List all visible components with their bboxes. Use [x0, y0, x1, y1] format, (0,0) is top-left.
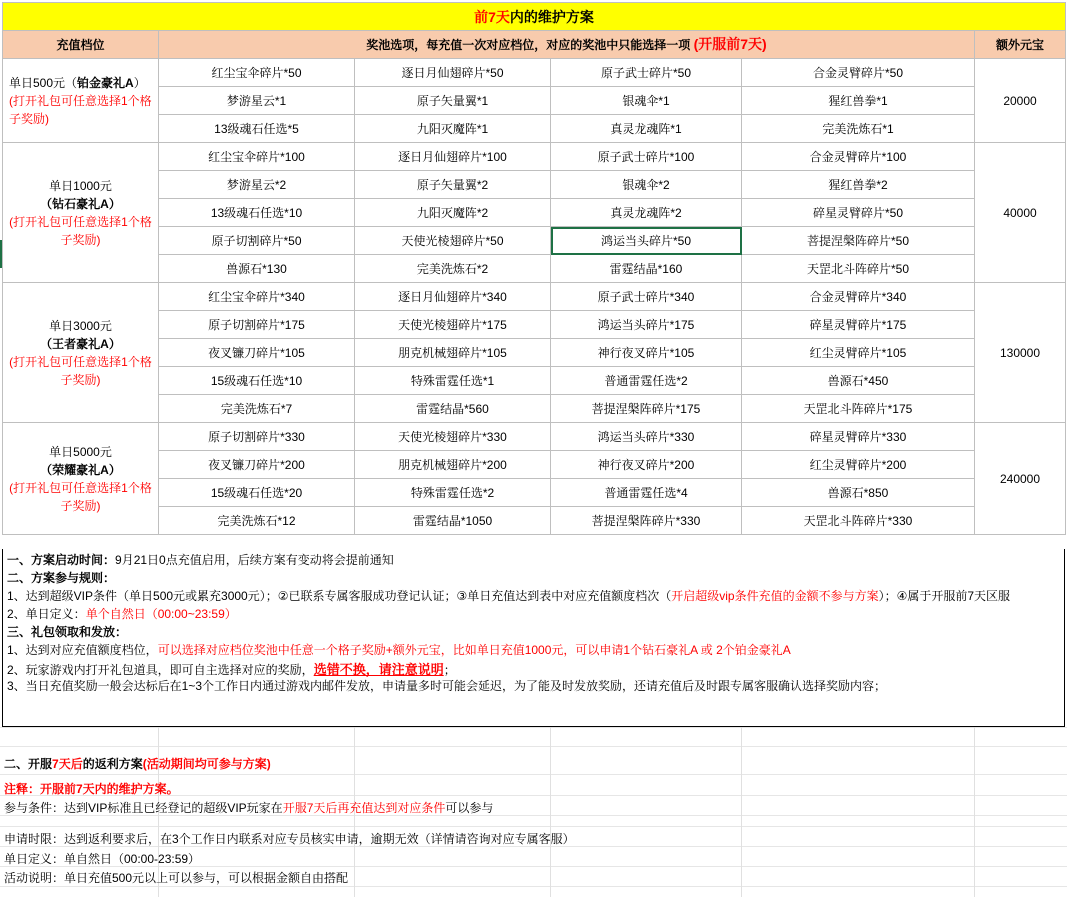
tier-gift-name: （钻石豪礼A）: [40, 196, 121, 211]
prize-cell[interactable]: 合金灵臂碎片*100: [742, 143, 975, 171]
remark-line[interactable]: 注释：开服前7天内的维护方案。: [4, 782, 179, 796]
prize-cell[interactable]: 梦游星云*1: [159, 87, 355, 115]
grid-line: [0, 774, 1067, 775]
tier-note: (打开礼包可任意选择1个格子奖励): [9, 93, 152, 126]
tier-amount: 单日3000元: [49, 318, 112, 333]
prize-cell[interactable]: 雷霆结晶*1050: [355, 507, 551, 535]
table-row: [3, 451, 1066, 479]
prize-cell[interactable]: 完美洗炼石*12: [159, 507, 355, 535]
prize-cell[interactable]: 天罡北斗阵碎片*50: [742, 255, 975, 283]
grid-line: [0, 746, 1067, 747]
participation-condition[interactable]: [4, 799, 493, 816]
note-start-time[interactable]: [7, 551, 394, 568]
note-claim-1-a: 1、达到对应充值额度档位，: [7, 643, 158, 657]
tier-amount: 单日1000元: [49, 178, 112, 193]
prize-cell[interactable]: 13级魂石任选*10: [159, 199, 355, 227]
rules-notes-block: [2, 549, 1065, 727]
prize-cell[interactable]: 原子矢量翼*2: [355, 171, 551, 199]
note-claim-2[interactable]: [7, 659, 456, 678]
prize-cell[interactable]: 碎星灵臂碎片*50: [742, 199, 975, 227]
activity-description[interactable]: 活动说明：单日充值500元以上可以参与，可以根据金额自由搭配: [4, 871, 349, 885]
grid-line: [0, 727, 1067, 728]
prize-cell[interactable]: 真灵龙魂阵*2: [551, 199, 742, 227]
extra-ingot-cell[interactable]: 240000: [975, 423, 1066, 535]
note-claim-2-red: 选错不换，请注意说明: [313, 662, 444, 677]
prize-cell[interactable]: 梦游星云*2: [159, 171, 355, 199]
prize-cell[interactable]: 天罡北斗阵碎片*330: [742, 507, 975, 535]
tier-note: (打开礼包可任意选择1个格子奖励): [9, 480, 152, 513]
prize-cell[interactable]: 朋克机械翅碎片*105: [355, 339, 551, 367]
tier-name-bold: 铂金豪礼A: [77, 75, 134, 90]
prize-cell[interactable]: 猩红兽拳*1: [742, 87, 975, 115]
prize-cell[interactable]: 13级魂石任选*5: [159, 115, 355, 143]
note-rule-1-red: 开启超级vip条件充值的金额不参与方案: [671, 589, 879, 603]
table-row: [3, 339, 1066, 367]
note-rule-2-red: 单个自然日（00:00~23:59）: [85, 607, 237, 621]
table-row: [3, 283, 1066, 311]
table-row: [3, 395, 1066, 423]
prize-cell[interactable]: 原子切割碎片*330: [159, 423, 355, 451]
table-row: [3, 143, 1066, 171]
prize-cell[interactable]: 特殊雷霆任选*2: [355, 479, 551, 507]
note-rule-1-a: 1、达到超级VIP条件（单日500元或累充3000元）；②已联系专属客服成功登记认证；③单日充值达到表中对应充值额度档次（: [7, 589, 672, 603]
note-rule-1[interactable]: [7, 587, 1010, 604]
prize-cell[interactable]: 15级魂石任选*20: [159, 479, 355, 507]
prize-cell[interactable]: 银魂伞*2: [551, 171, 742, 199]
prize-cell[interactable]: 普通雷霆任选*4: [551, 479, 742, 507]
note-claim-2-a: 2、玩家游戏内打开礼包道具，即可自主选择对应的奖励，: [7, 663, 314, 677]
header-prize-pool-red: (开服前7天): [693, 36, 767, 52]
prize-cell[interactable]: 碎星灵臂碎片*330: [742, 423, 975, 451]
prize-cell[interactable]: 天使光棱翅碎片*330: [355, 423, 551, 451]
prize-cell[interactable]: 雷霆结晶*560: [355, 395, 551, 423]
table-row: [3, 199, 1066, 227]
table-row: [3, 311, 1066, 339]
prize-cell[interactable]: 原子武士碎片*100: [551, 143, 742, 171]
tier-cell[interactable]: [3, 283, 159, 423]
extra-ingot-cell[interactable]: 40000: [975, 143, 1066, 283]
section-after-a: 二、开服: [4, 757, 53, 771]
grid-line: [741, 727, 742, 897]
extra-ingot-cell[interactable]: 20000: [975, 59, 1066, 143]
prize-cell[interactable]: 天使光棱翅碎片*175: [355, 311, 551, 339]
prize-cell[interactable]: 15级魂石任选*10: [159, 367, 355, 395]
table-row: [3, 507, 1066, 535]
note-rule-2-a: 2、单日定义：: [7, 607, 86, 621]
note-claim-3[interactable]: 3、当日充值奖励一般会达标后在1~3个工作日内通过游戏内邮件发放，申请量多时可能会延迟，为了能及时发放奖励，还请充值后及时跟专属客服确认选择奖励内容；: [7, 679, 887, 693]
participation-a: 参与条件：达到VIP标准且已经登记的超级VIP玩家在: [4, 801, 283, 815]
title-red-part: 前7天: [474, 8, 510, 25]
prize-cell[interactable]: 红尘宝伞碎片*100: [159, 143, 355, 171]
single-day-definition[interactable]: 单日定义：单自然日（00:00-23:59）: [4, 852, 201, 866]
table-row: [3, 87, 1066, 115]
note-claim-1[interactable]: [7, 641, 791, 658]
table-row: [3, 59, 1066, 87]
prize-cell[interactable]: 原子矢量翼*1: [355, 87, 551, 115]
prize-cell[interactable]: 逐日月仙翅碎片*100: [355, 143, 551, 171]
prize-cell[interactable]: 特殊雷霆任选*1: [355, 367, 551, 395]
sheet-title[interactable]: [3, 3, 1066, 31]
note-claim-heading[interactable]: 三、礼包领取和发放：: [7, 625, 128, 639]
prize-cell[interactable]: 夜叉镰刀碎片*200: [159, 451, 355, 479]
prize-cell[interactable]: 兽源石*850: [742, 479, 975, 507]
note-claim-1-red: 可以选择对应档位奖池中任意一个格子奖励+额外元宝，比如单日充值1000元，可以申请1个钻石豪礼A 或 2个铂金豪礼A: [157, 643, 791, 657]
participation-b: 可以参与: [445, 801, 494, 815]
prize-cell[interactable]: 鸿运当头碎片*175: [551, 311, 742, 339]
prize-cell[interactable]: 银魂伞*1: [551, 87, 742, 115]
participation-red: 开服7天后再充值达到对应条件: [282, 801, 446, 815]
prize-cell[interactable]: 合金灵臂碎片*50: [742, 59, 975, 87]
tier-note: (打开礼包可任意选择1个格子奖励): [9, 214, 152, 247]
prize-cell[interactable]: 兽源石*130: [159, 255, 355, 283]
table-row: [3, 171, 1066, 199]
prize-cell[interactable]: 雷霆结晶*160: [551, 255, 742, 283]
table-row: [3, 367, 1066, 395]
tier-note: (打开礼包可任意选择1个格子奖励): [9, 354, 152, 387]
prize-cell[interactable]: 逐日月仙翅碎片*340: [355, 283, 551, 311]
prize-cell[interactable]: 普通雷霆任选*2: [551, 367, 742, 395]
prize-cell[interactable]: 逐日月仙翅碎片*50: [355, 59, 551, 87]
tier-name-a: 单日500元（: [9, 75, 78, 90]
prize-cell[interactable]: 鸿运当头碎片*330: [551, 423, 742, 451]
note-rule-1-b: ）；④属于开服前7天区服: [878, 589, 1011, 603]
prize-cell[interactable]: 菩提涅槃阵碎片*175: [551, 395, 742, 423]
prize-cell[interactable]: 朋克机械翅碎片*200: [355, 451, 551, 479]
prize-cell[interactable]: 合金灵臂碎片*340: [742, 283, 975, 311]
tier-cell[interactable]: [3, 59, 159, 143]
tier-amount: 单日5000元: [49, 444, 112, 459]
section-after-7-days[interactable]: [4, 755, 271, 772]
grid-line: [550, 727, 551, 897]
section-after-red2: (活动期间均可参与方案): [142, 757, 271, 771]
prize-cell[interactable]: 红尘宝伞碎片*50: [159, 59, 355, 87]
header-extra-ingot[interactable]: 额外元宝: [975, 31, 1066, 59]
prize-cell[interactable]: 原子武士碎片*50: [551, 59, 742, 87]
tier-cell[interactable]: [3, 143, 159, 283]
prize-cell[interactable]: 九阳灭魔阵*1: [355, 115, 551, 143]
section-after-red1: 7天后: [52, 757, 83, 771]
prize-cell[interactable]: 原子切割碎片*175: [159, 311, 355, 339]
table-row: [3, 423, 1066, 451]
tier-name: [9, 74, 152, 92]
prize-cell[interactable]: 鸿运当头碎片*50: [551, 227, 742, 255]
prize-cell[interactable]: 完美洗炼石*1: [742, 115, 975, 143]
prize-cell[interactable]: 天使光棱翅碎片*50: [355, 227, 551, 255]
prize-cell[interactable]: 真灵龙魂阵*1: [551, 115, 742, 143]
grid-line: [974, 727, 975, 897]
prize-cell[interactable]: 菩提涅槃阵碎片*330: [551, 507, 742, 535]
tier-cell[interactable]: [3, 423, 159, 535]
prize-cell[interactable]: 红尘宝伞碎片*340: [159, 283, 355, 311]
tier-name-end: ）: [133, 75, 146, 90]
note-start-time-label: 一、方案启动时间：: [7, 553, 116, 567]
prize-cell[interactable]: 九阳灭魔阵*2: [355, 199, 551, 227]
apply-time-limit[interactable]: 申请时限：达到返利要求后，在3个工作日内联系对应专员核实申请，逾期无效（详情请咨询对应专属客服）: [4, 832, 575, 846]
prize-cell[interactable]: 夜叉镰刀碎片*105: [159, 339, 355, 367]
prize-cell[interactable]: 红尘灵臂碎片*105: [742, 339, 975, 367]
prize-cell[interactable]: 神行夜叉碎片*200: [551, 451, 742, 479]
prize-cell[interactable]: 神行夜叉碎片*105: [551, 339, 742, 367]
header-prize-pool-text: 奖池选项，每充值一次对应档位，对应的奖池中只能选择一项: [366, 38, 691, 52]
prize-cell[interactable]: 碎星灵臂碎片*175: [742, 311, 975, 339]
prize-cell[interactable]: 红尘灵臂碎片*200: [742, 451, 975, 479]
note-start-time-text: 9月21日0点充值启用，后续方案有变动将会提前通知: [115, 553, 394, 567]
prize-cell[interactable]: 原子武士碎片*340: [551, 283, 742, 311]
tier-gift-name: （荣耀豪礼A）: [40, 462, 121, 477]
table-row: [3, 115, 1066, 143]
note-claim-2-b: ；: [443, 663, 456, 677]
tier-gift-name: （王者豪礼A）: [40, 336, 121, 351]
table-row: [3, 479, 1066, 507]
grid-line: [0, 886, 1067, 887]
title-rest: 内的维护方案: [509, 8, 594, 25]
header-prize-pool[interactable]: [159, 31, 975, 59]
table-row: [3, 255, 1066, 283]
prize-cell[interactable]: 菩提涅槃阵碎片*50: [742, 227, 975, 255]
grid-line: [0, 826, 1067, 827]
prize-cell[interactable]: 兽源石*450: [742, 367, 975, 395]
extra-ingot-cell[interactable]: 130000: [975, 283, 1066, 423]
prize-cell[interactable]: 原子切割碎片*50: [159, 227, 355, 255]
table-row: [3, 227, 1066, 255]
section-after-b: 的返利方案: [82, 757, 143, 771]
note-rules-heading[interactable]: 二、方案参与规则：: [7, 571, 116, 585]
prize-cell[interactable]: 完美洗炼石*2: [355, 255, 551, 283]
note-rule-2[interactable]: [7, 605, 237, 622]
prize-cell[interactable]: 猩红兽拳*2: [742, 171, 975, 199]
prize-cell[interactable]: 天罡北斗阵碎片*175: [742, 395, 975, 423]
maintenance-plan-table: [2, 2, 1066, 535]
prize-cell[interactable]: 完美洗炼石*7: [159, 395, 355, 423]
header-recharge-tier[interactable]: 充值档位: [3, 31, 159, 59]
